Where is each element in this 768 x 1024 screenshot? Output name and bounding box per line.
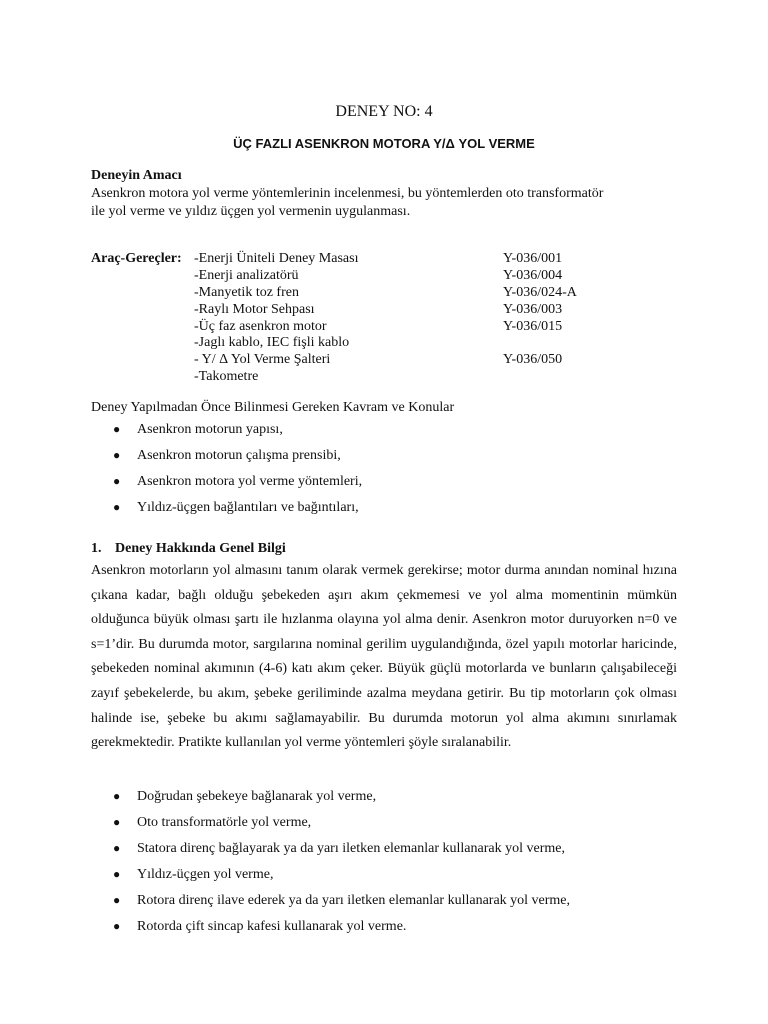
body-paragraph: Asenkron motorların yol almasını tanım olarak vermek gerekirse; motor durma anından nominal hızına çıkana kadar, bağlı olduğu şebekeden aşırı akım çekmemesi ve yol alma momentinin mümkün olduğunca büyük olması şartı ile hızlanma olayına yol alma denir. Asenkron motor duruyorken n=0 ve s=1’dir. Bu durumda motor, sargılarına nominal gerilim uygulandığında, özel yapılı motorlar haricinde, şebekeden nominal akımının (4-6) katı akım çeker. Büyük güçlü motorlarda ve bunların çalışabileceği zayıf şebekelerde, bu akım, şebeke geriliminde azalma meydana getirir. Bu tip motorların çok olması halinde ise, şebeke bu akımı sağlamayabilir. Bu durumda motorun yol alma akımını sınırlamak gerekmektedir. Pratikte kullanılan yol verme yöntemleri şöyle sıralanabilir. bbox=[91, 563, 677, 751]
equipment-name: -Jaglı kablo, IEC fişli kablo bbox=[194, 335, 350, 350]
equipment-code: Y-036/024-A bbox=[503, 285, 577, 300]
equipment-code: Y-036/003 bbox=[503, 302, 563, 317]
equipment-name: -Üç faz asenkron motor bbox=[194, 319, 327, 334]
bullet-icon: ● bbox=[113, 893, 121, 907]
document-page: DENEY NO: 4 ÜÇ FAZLI ASENKRON MOTORA Y/Δ YOL VERME Deneyin Amacı Asenkron motora yol verme yöntemlerinin incelenmesi, bu yöntemlerden oto transformatör ile yol verme ve yıldız üçgen yol vermenin uygulanması. Araç-Gereçler: -Enerji Üniteli Deney Masası Y-036/001 -Enerji analizatörü Y-036/004 -Manyetik toz fren Y-036/024-A -Raylı Motor Sehpası Y-036/003 -Üç faz asenkron motor Y-036/015 -Jaglı kablo, IEC fişli kablo - Y/ Δ Yol Verme Şalteri Y-036/050 -Takometre Deney Yapılmadan Önce Bilinmesi Gereken Kavram ve Konular ● Asenkron motorun yapısı, ● Asenkron motorun çalışma prensibi, ● Asenkron motora yol verme yöntemleri, ● Yıldız-üçgen bağlantıları ve bağıntıları, 1. Deney Hakkında Genel Bilgi Asenkron motorların yol almasını tanım olarak vermek gerekirse; motor durma anından nominal hızına çıkana kadar, bağlı olduğu şebekeden aşırı akım çekmemesi ve yol alma momentinin mümkün olduğunca büyük olması şartı ile hızlanma olayına yol alma denir. Asenkron motor duruyorken n=0 ve s=1’dir. Bu durumda motor, sargılarına nominal gerilim uygulandığında, özel yapılı motorlar haricinde, şebekeden nominal akımının (4-6) katı akım çeker. Büyük güçlü motorlarda ve bunların çalışabileceği zayıf şebekelerde, bu akım, şebeke geriliminde azalma meydana getirir. Bu tip motorların çok olması halinde ise, şebeke bu akımı sağlamayabilir. Bu durumda motorun yol alma akımını sınırlamak gerekmektedir. Pratikte kullanılan yol verme yöntemleri şöyle sıralanabilir. ● Doğrudan şebekeye bağlanarak yol verme, ● Oto transformatörle yol verme, ● Statora direnç bağlayarak ya da yarı iletken elemanlar kullanarak yol verme, ● Yıldız-üçgen yol verme, ● Rotora direnç ilave ederek ya da yarı iletken elemanlar kullanarak yol verme, ● Rotorda çift sincap kafesi kullanarak yol verme. bbox=[0, 0, 768, 1024]
equipment-name: -Raylı Motor Sehpası bbox=[194, 302, 315, 317]
page-subtitle: ÜÇ FAZLI ASENKRON MOTORA Y/Δ YOL VERME bbox=[233, 136, 535, 151]
bullet-icon: ● bbox=[113, 919, 121, 933]
equipment-name: - Y/ Δ Yol Verme Şalteri bbox=[194, 352, 331, 367]
equipment-name: -Takometre bbox=[194, 369, 259, 384]
section-number: 1. bbox=[91, 541, 102, 556]
aim-text-line-2: ile yol verme ve yıldız üçgen yol vermenin uygulanması. bbox=[91, 204, 411, 219]
section-heading bbox=[91, 540, 286, 557]
concepts-heading: Deney Yapılmadan Önce Bilinmesi Gereken Kavram ve Konular bbox=[91, 400, 455, 415]
equipment-code: Y-036/050 bbox=[503, 352, 563, 367]
bullet-icon: ● bbox=[113, 815, 121, 829]
equipment-name: -Enerji Üniteli Deney Masası bbox=[194, 251, 359, 266]
section-title: Deney Hakkında Genel Bilgi bbox=[115, 541, 286, 556]
equipment-label: Araç-Gereçler: bbox=[91, 251, 182, 266]
bullet-icon: ● bbox=[113, 867, 121, 881]
equipment-code: Y-036/001 bbox=[503, 251, 563, 266]
aim-text-line-1: Asenkron motora yol verme yöntemlerinin incelenmesi, bu yöntemlerden oto transformatör bbox=[91, 186, 604, 201]
bullet-icon: ● bbox=[113, 500, 121, 514]
bullet-icon: ● bbox=[113, 841, 121, 855]
aim-heading: Deneyin Amacı bbox=[91, 168, 182, 183]
equipment-code: Y-036/004 bbox=[503, 268, 563, 283]
bullet-icon: ● bbox=[113, 474, 121, 488]
equipment-code: Y-036/015 bbox=[503, 319, 563, 334]
bullet-icon: ● bbox=[113, 789, 121, 803]
bullet-icon: ● bbox=[113, 422, 121, 436]
equipment-name: -Manyetik toz fren bbox=[194, 285, 299, 300]
bullet-icon: ● bbox=[113, 448, 121, 462]
page-title: DENEY NO: 4 bbox=[335, 103, 433, 120]
equipment-name: -Enerji analizatörü bbox=[194, 268, 299, 283]
